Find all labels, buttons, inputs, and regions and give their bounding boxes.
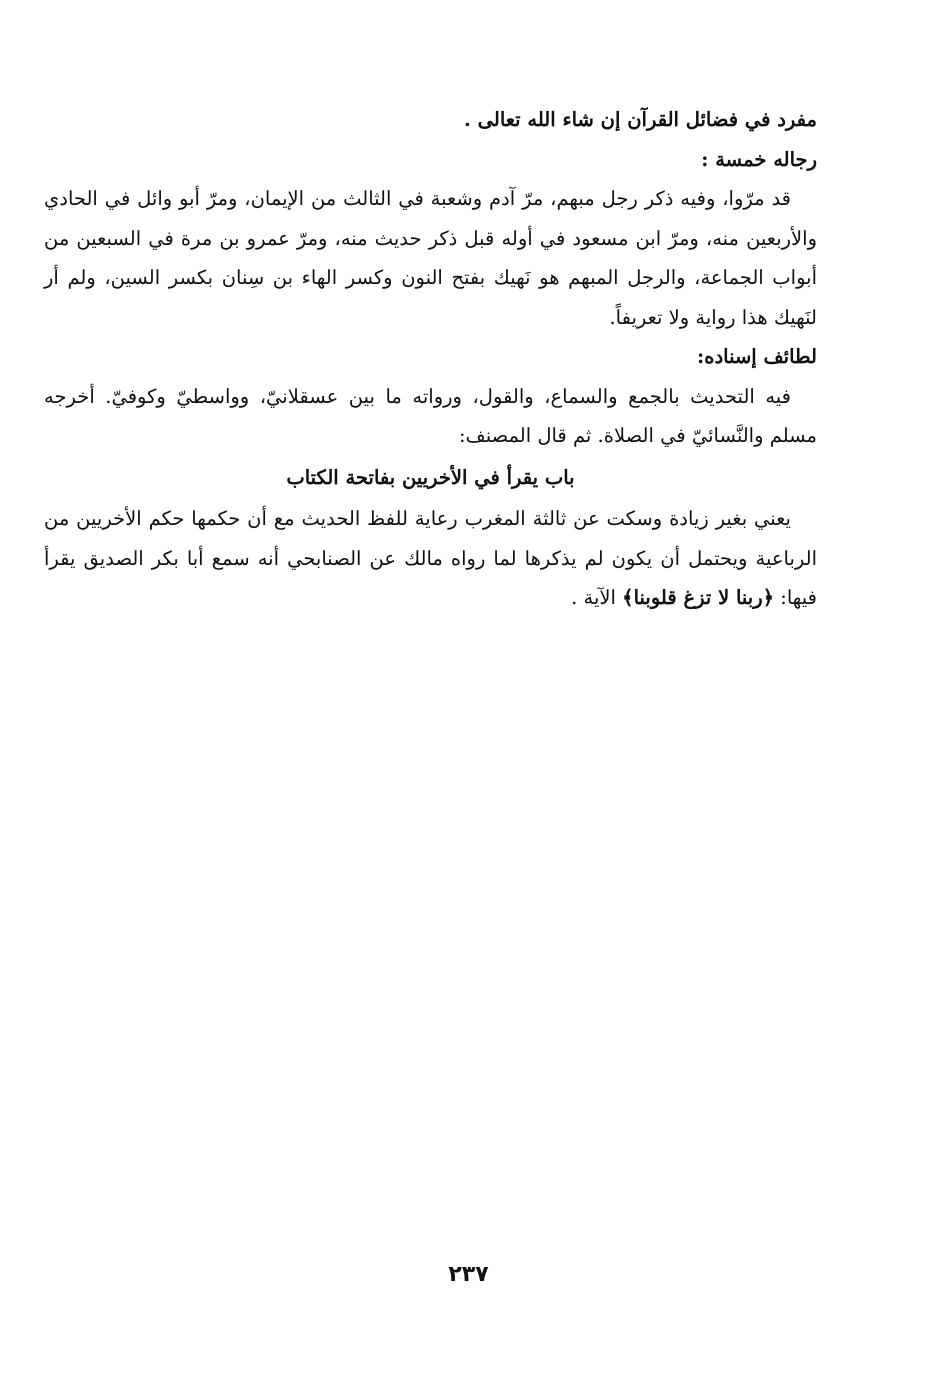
chapter-paragraph-main: يعني بغير زيادة وسكت عن ثالثة المغرب رعاية للفظ الحديث مع أن حكمها حكم الأخريين من الرباعية ويحتمل أن يكون لم يذكرها لما رواه مالك عن الصنابحي أنه سمع أبا بكر الصديق يقرأ فيها: xyxy=(44,507,817,609)
page-number: ٢٣٧ xyxy=(448,1262,489,1287)
chapter-paragraph-end: الآية . xyxy=(571,586,616,609)
opening-line: مفرد في فضائل القرآن إن شاء الله تعالى . xyxy=(464,108,817,131)
heading-lataif: لطائف إسناده: xyxy=(697,345,817,368)
chapter-quote: ﴿ربنا لا تزغ قلوبنا﴾ xyxy=(622,586,775,609)
heading-rijal: رجاله خمسة : xyxy=(701,147,817,171)
page-body xyxy=(44,100,817,618)
chapter-paragraph xyxy=(44,499,817,618)
lataif-paragraph: فيه التحديث بالجمع والسماع، والقول، ورواته ما بين عسقلانيّ، وواسطيّ وكوفيّ. أخرجه مسلم والنَّسائيّ في الصلاة. ثم قال المصنف: xyxy=(44,384,817,447)
rijal-paragraph: قد مرّوا، وفيه ذكر رجل مبهم، مرّ آدم وشعبة في الثالث من الإيمان، ومرّ أبو وائل في الحادي والأربعين منه، ومرّ ابن مسعود في أوله قبل ذكر حديث منه، ومرّ عمرو بن مرة في السبعين من أبواب الجماعة، والرجل المبهم هو نَهيك بفتح النون وكسر الهاء بن سِنان بكسر السين، ولم أر لنَهيك هذا رواية ولا تعريفاً. xyxy=(44,187,817,329)
chapter-title: باب يقرأ في الأخريين بفاتحة الكتاب xyxy=(286,465,575,489)
